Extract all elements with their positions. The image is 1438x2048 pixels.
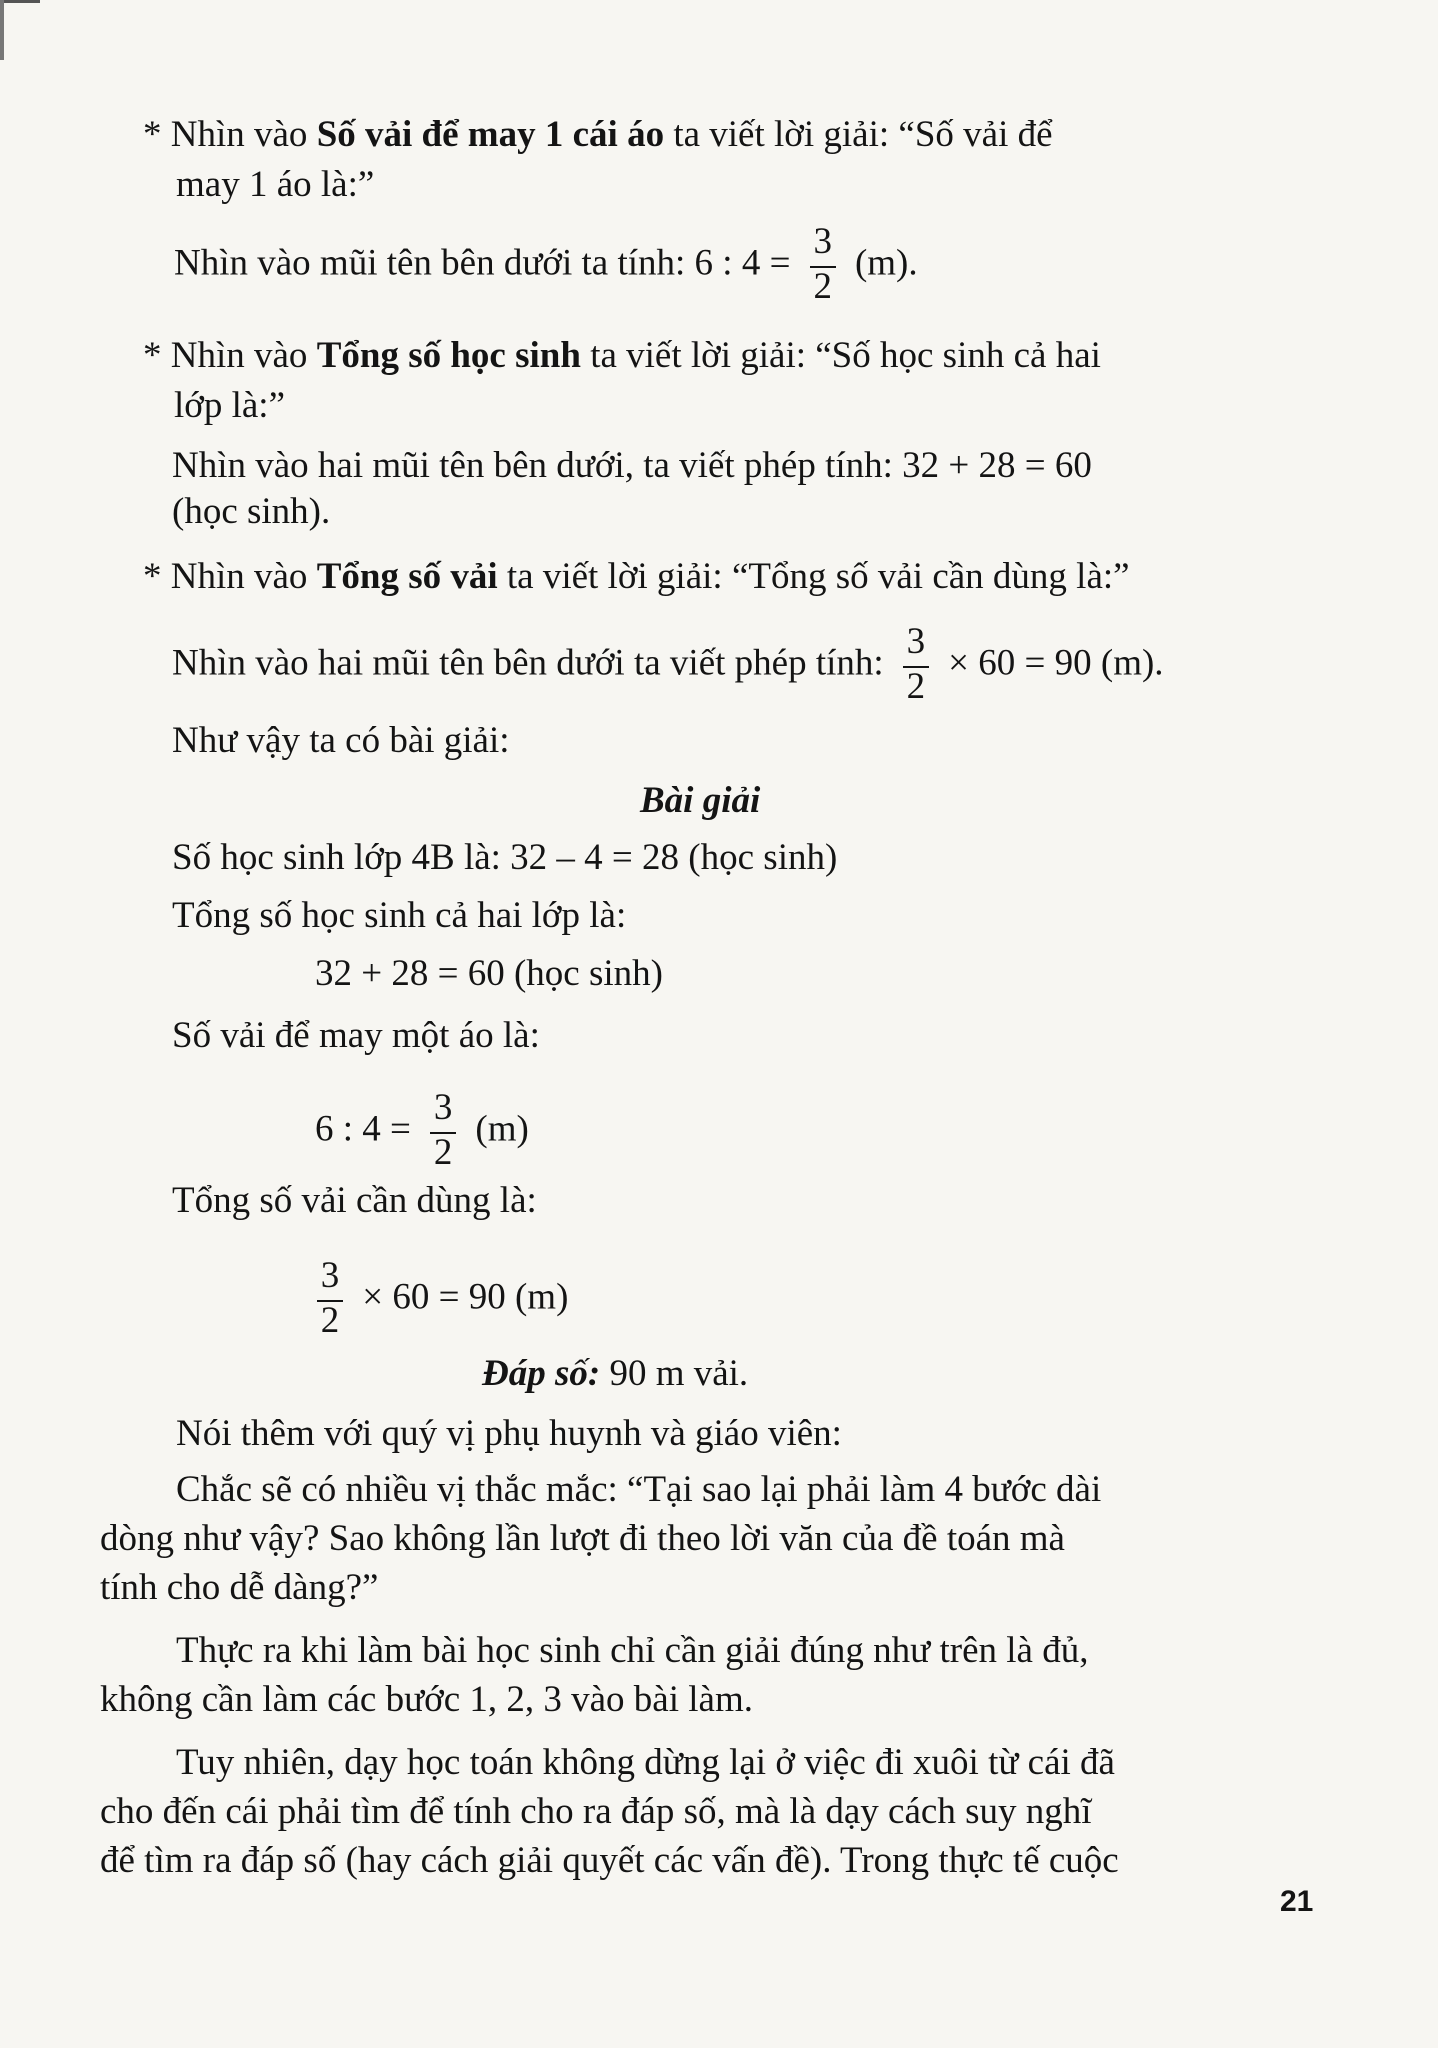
page-edge-mark — [0, 0, 4, 60]
numerator: 3 — [906, 621, 926, 662]
answer-label: Đáp số: — [482, 1353, 601, 1394]
text: Nhìn vào — [170, 114, 308, 155]
paragraph-line: Chắc sẽ có nhiều vị thắc mắc: “Tại sao lại phải làm 4 bước dài — [176, 1469, 1102, 1510]
step-line-2 — [143, 333, 1101, 379]
step-line-1-cont: may 1 áo là:” — [176, 164, 375, 205]
solution-line-6: Tổng số vải cần dùng là: — [172, 1180, 537, 1221]
step-line-2-cont: lớp là:” — [174, 385, 285, 426]
text: Nhìn vào mũi tên bên dưới ta tính: 6 : 4 = — [174, 242, 791, 284]
page-corner-mark — [0, 0, 40, 11]
solution-heading: Bài giải — [640, 780, 761, 821]
bold-term: Số vải để may 1 cái áo — [316, 114, 665, 155]
fraction — [901, 621, 931, 707]
text: Nhìn vào — [170, 335, 308, 376]
text: (m) — [475, 1108, 529, 1150]
solution-line-5 — [315, 1087, 529, 1173]
solution-line-7 — [315, 1255, 569, 1341]
bullet-star: * — [143, 114, 162, 155]
step-line-1 — [143, 112, 1053, 158]
text: × 60 = 90 (m) — [362, 1276, 569, 1318]
numerator: 3 — [433, 1087, 453, 1128]
fraction — [428, 1087, 458, 1173]
solution-line-3: 32 + 28 = 60 (học sinh) — [315, 953, 663, 994]
step-line-2-calc-cont: (học sinh). — [172, 491, 331, 532]
paragraph-line: dòng như vậy? Sao không lần lượt đi theo lời văn của đề toán mà — [100, 1518, 1065, 1559]
paragraph-line: Thực ra khi làm bài học sinh chỉ cần giải đúng như trên là đủ, — [176, 1630, 1089, 1671]
text: ta viết lời giải: “Tổng số vải cần dùng là:” — [506, 556, 1130, 597]
paragraph-line: để tìm ra đáp số (hay cách giải quyết các vấn đề). Trong thực tế cuộc — [100, 1840, 1119, 1881]
step-line-2-calc: Nhìn vào hai mũi tên bên dưới, ta viết phép tính: 32 + 28 = 60 — [172, 445, 1092, 486]
bold-term: Tổng số vải — [316, 556, 498, 597]
text: (m). — [854, 242, 918, 284]
paragraph-line: tính cho dễ dàng?” — [100, 1567, 379, 1608]
step-line-3-calc — [172, 621, 1164, 707]
step-line-3 — [143, 554, 1130, 600]
bullet-star: * — [143, 335, 162, 376]
bullet-star: * — [143, 556, 162, 597]
fraction — [808, 221, 838, 307]
text: ta viết lời giải: “Số học sinh cả hai — [590, 335, 1101, 376]
numerator: 3 — [813, 221, 832, 262]
answer-value: 90 m vải. — [609, 1353, 749, 1394]
bold-term: Tổng số học sinh — [316, 335, 581, 376]
solution-line-1: Số học sinh lớp 4B là: 32 – 4 = 28 (học sinh) — [172, 837, 838, 878]
solution-line-4: Số vải để may một áo là: — [172, 1015, 540, 1056]
intro-solution: Như vậy ta có bài giải: — [172, 720, 510, 761]
solution-line-2: Tổng số học sinh cả hai lớp là: — [172, 895, 627, 936]
text: ta viết lời giải: “Số vải để — [673, 114, 1053, 155]
step-line-1-calc — [174, 221, 918, 307]
text: 6 : 4 = — [315, 1108, 411, 1150]
denominator: 2 — [813, 266, 832, 307]
note-heading: Nói thêm với quý vị phụ huynh và giáo viên: — [176, 1413, 842, 1454]
fraction — [315, 1255, 345, 1341]
paragraph-line: cho đến cái phải tìm để tính cho ra đáp số, mà là dạy cách suy nghĩ — [100, 1791, 1092, 1832]
page-number: 21 — [1280, 1885, 1314, 1918]
paragraph-line: Tuy nhiên, dạy học toán không dừng lại ở việc đi xuôi từ cái đã — [176, 1742, 1115, 1783]
text: Nhìn vào hai mũi tên bên dưới ta viết phép tính: — [172, 642, 884, 684]
text: Nhìn vào — [170, 556, 308, 597]
answer-line — [482, 1351, 748, 1397]
denominator: 2 — [320, 1300, 340, 1341]
paragraph-line: không cần làm các bước 1, 2, 3 vào bài làm. — [100, 1679, 753, 1720]
denominator: 2 — [433, 1132, 453, 1173]
numerator: 3 — [320, 1255, 340, 1296]
text: × 60 = 90 (m). — [948, 642, 1164, 684]
denominator: 2 — [906, 666, 926, 707]
